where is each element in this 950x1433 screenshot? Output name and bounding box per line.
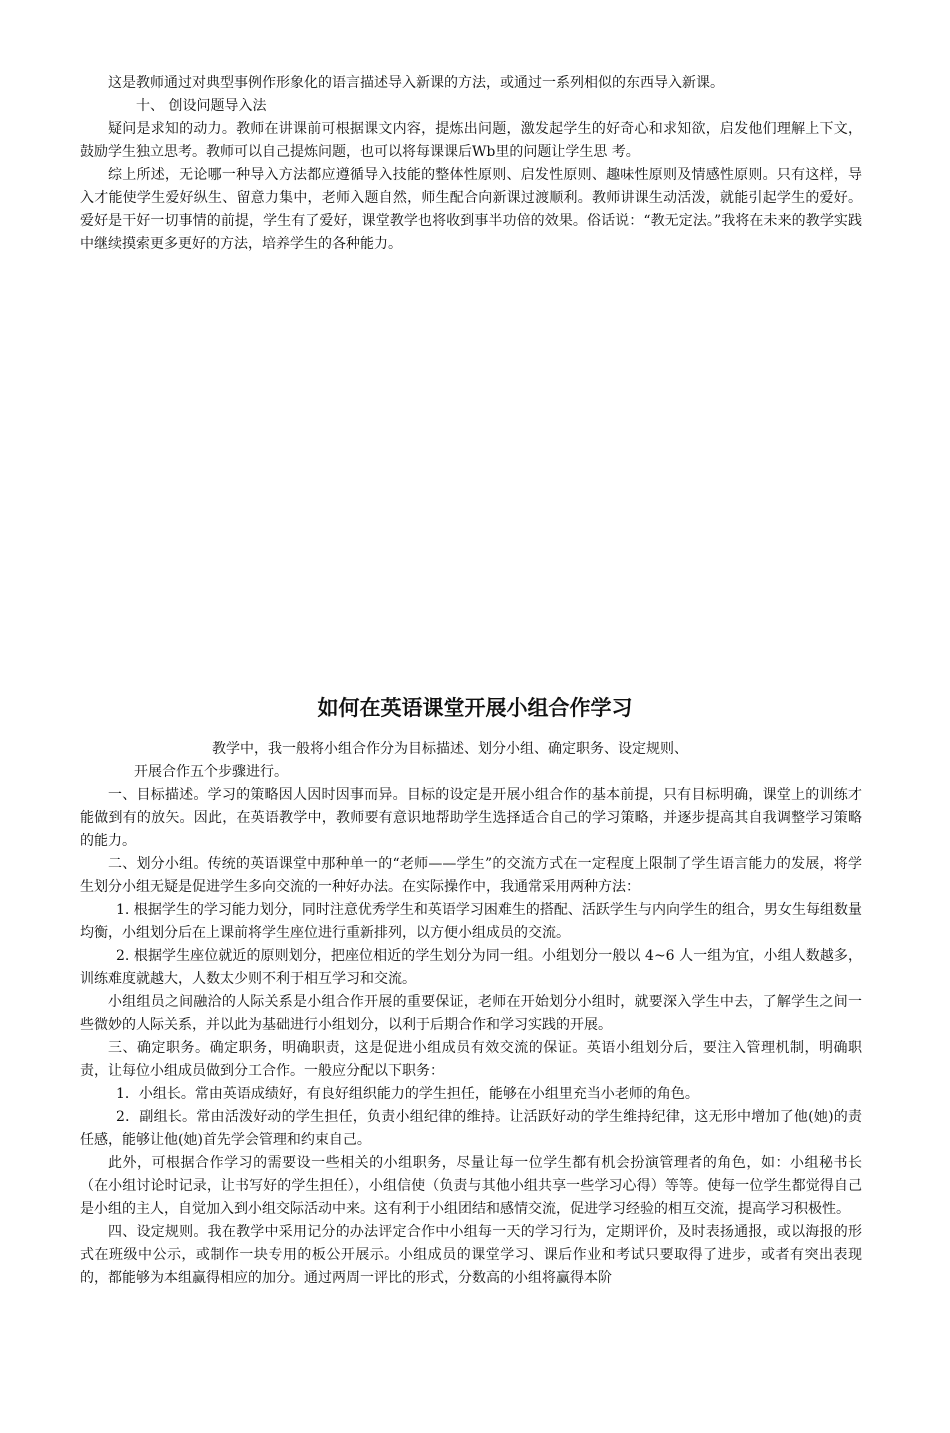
paragraph: 这是教师通过对典型事例作形象化的语言描述导入新课的方法，或通过一系列相似的东西导入新课。 <box>108 75 724 91</box>
paragraph-step-3-role-2: 2．副组长。常由活泼好动的学生担任，负责小组纪律的维持。让活跃好动的学生维持纪律，这无形中增加了他(她)的责任感，能够让他(她)首先学会管理和约束自己。 <box>80 1109 862 1148</box>
paragraph-step-3-note: 此外，可根据合作学习的需要设一些相关的小组职务，尽量让每一位学生都有机会扮演管理者的角色，如：小组秘书长（在小组讨论时记录，让书写好的学生担任），小组信使（负责与其他小组共享一些学习心得）等等。使每一位学生都觉得自己是小组的主人，自觉加入到小组交际活动中来。这有利于小组团结和感情交流，促进学习经验的相互交流，提高学习积极性。 <box>80 1155 862 1217</box>
paragraph-step-2-method-1: 1. 根据学生的学习能力划分，同时注意优秀学生和英语学习困难生的搭配、活跃学生与内向学生的组合，男女生每组数量均衡，小组划分后在上课前将学生座位进行重新排列，以方便小组成员的交流。 <box>80 902 862 941</box>
article-body <box>80 738 862 1290</box>
previous-article-ending <box>80 72 862 256</box>
paragraph-step-2-note: 小组组员之间融洽的人际关系是小组合作开展的重要保证，老师在开始划分小组时，就要深入学生中去，了解学生之间一些微妙的人际关系，并以此为基础进行小组划分，以利于后期合作和学习实践的开展。 <box>80 994 862 1033</box>
paragraph: 综上所述，无论哪一种导入方法都应遵循导入技能的整体性原则、启发性原则、趣味性原则及情感性原则。只有这样，导入才能使学生爱好纵生、留意力集中，老师入题自然，师生配合向新课过渡顺利。教师讲课生动活泼，就能引起学生的爱好。爱好是干好一切事情的前提，学生有了爱好，课堂教学也将收到事半功倍的效果。俗话说：“教无定法。”我将在未来的教学实践中继续摸索更多更好的方法，培养学生的各种能力。 <box>80 167 862 252</box>
section-heading-ten: 十、 创设问题导入法 <box>136 98 267 114</box>
paragraph-step-3-role-1: 1．小组长。常由英语成绩好，有良好组织能力的学生担任，能够在小组里充当小老师的角色。 <box>116 1086 699 1102</box>
paragraph-step-2-method-2: 2. 根据学生座位就近的原则划分，把座位相近的学生划分为同一组。小组划分一般以 4~6 人一组为宜，小组人数越多，训练难度就越大，人数太少则不利于相互学习和交流。 <box>80 948 862 987</box>
article-title: 如何在英语课堂开展小组合作学习 <box>317 696 633 720</box>
paragraph: 疑问是求知的动力。教师在讲课前可根据课文内容，提炼出问题，激发起学生的好奇心和求知欲，启发他们理解上下文，鼓励学生独立思考。教师可以自己提炼问题，也可以将每课课后Wb里的问题让学生思 考。 <box>80 121 862 160</box>
intro-line-2: 开展合作五个步骤进行。 <box>134 764 288 780</box>
paragraph-step-3: 三、确定职务。确定职务，明确职责，这是促进小组成员有效交流的保证。英语小组划分后，要注入管理机制，明确职责，让每位小组成员做到分工合作。一般应分配以下职务： <box>80 1040 862 1079</box>
intro-line-1: 教学中，我一般将小组合作分为目标描述、划分小组、确定职务、设定规则、 <box>212 741 688 757</box>
paragraph-step-1: 一、目标描述。学习的策略因人因时因事而异。目标的设定是开展小组合作的基本前提，只有目标明确，课堂上的训练才能做到有的放矢。因此，在英语教学中，教师要有意识地帮助学生选择适合自己的学习策略，并逐步提高其自我调整学习策略的能力。 <box>80 787 862 849</box>
paragraph-step-4: 四、设定规则。我在教学中采用记分的办法评定合作中小组每一天的学习行为，定期评价，及时表扬通报，或以海报的形式在班级中公示，或制作一块专用的板公开展示。小组成员的课堂学习、课后作业和考试只要取得了进步，或者有突出表现的，都能够为本组赢得相应的加分。通过两周一评比的形式，分数高的小组将赢得本阶 <box>80 1224 862 1286</box>
paragraph-step-2: 二、划分小组。传统的英语课堂中那种单一的“老师——学生”的交流方式在一定程度上限制了学生语言能力的发展，将学生划分小组无疑是促进学生多向交流的一种好办法。在实际操作中，我通常采用两种方法： <box>80 856 862 895</box>
